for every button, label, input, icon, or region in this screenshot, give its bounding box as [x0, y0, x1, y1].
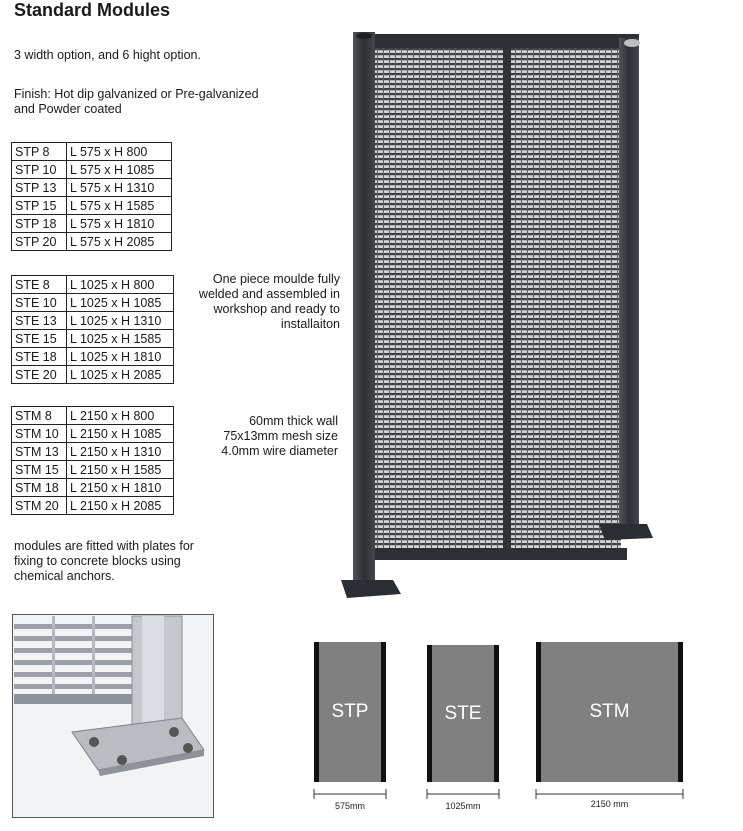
table-cell-code: STE 20 — [12, 366, 67, 384]
table-cell-code: STE 18 — [12, 348, 67, 366]
table-cell-code: STP 20 — [12, 233, 67, 251]
table-cell-code: STM 18 — [12, 479, 67, 497]
table-row — [12, 407, 174, 425]
module-ste — [427, 645, 499, 782]
table-cell-code: STP 18 — [12, 215, 67, 233]
table-cell-dim: L 575 x H 1810 — [67, 215, 172, 233]
intro-text: 3 width option, and 6 hight option. — [14, 48, 201, 62]
table-cell-code: STP 13 — [12, 179, 67, 197]
table-cell-code: STP 10 — [12, 161, 67, 179]
fitting-note-line: modules are fitted with plates for — [14, 539, 194, 553]
module-ste-width: 1025mm — [445, 801, 481, 811]
finish-text — [14, 87, 259, 117]
table-row — [12, 233, 172, 251]
table-cell-dim: L 1025 x H 1310 — [67, 312, 174, 330]
moulde-note — [180, 272, 340, 332]
table-cell-code: STE 15 — [12, 330, 67, 348]
table-cell-dim: L 575 x H 800 — [67, 143, 172, 161]
table-row — [12, 276, 174, 294]
finish-line-2: and Powder coated — [14, 102, 122, 116]
moulde-note-line: welded and assembled in — [198, 287, 340, 301]
moulde-note-line: installaiton — [280, 317, 340, 331]
table-cell-dim: L 2150 x H 1310 — [67, 443, 174, 461]
table-cell-dim: L 1025 x H 1085 — [67, 294, 174, 312]
table-cell-dim: L 1025 x H 800 — [67, 276, 174, 294]
page-title: Standard Modules — [14, 0, 171, 20]
finish-line-1: Finish: Hot dip galvanized or Pre-galvanized — [14, 87, 259, 101]
table-cell-code: STM 13 — [12, 443, 67, 461]
spec-note — [180, 414, 338, 459]
module-stp-label: STP — [331, 701, 369, 722]
table-row — [12, 197, 172, 215]
fence-panel-image — [335, 28, 655, 608]
table-row — [12, 479, 174, 497]
table-row — [12, 366, 174, 384]
table-cell-dim: L 575 x H 2085 — [67, 233, 172, 251]
module-stm-width: 2150 mm — [590, 799, 629, 809]
table-row — [12, 425, 174, 443]
table-cell-code: STE 10 — [12, 294, 67, 312]
moulde-note-line: One piece moulde fully — [212, 272, 340, 286]
module-stp-width: 575mm — [334, 801, 365, 811]
table-row — [12, 330, 174, 348]
table-cell-dim: L 2150 x H 1810 — [67, 479, 174, 497]
table-cell-dim: L 2150 x H 2085 — [67, 497, 174, 515]
fitting-note — [14, 539, 194, 584]
table-row — [12, 161, 172, 179]
stm-table — [11, 406, 174, 515]
table-cell-code: STM 10 — [12, 425, 67, 443]
spec-note-line: 4.0mm wire diameter — [221, 444, 338, 458]
ste-table — [11, 275, 174, 384]
table-cell-code: STM 15 — [12, 461, 67, 479]
table-cell-dim: L 2150 x H 800 — [67, 407, 174, 425]
base-plate-closeup-image — [12, 614, 214, 818]
table-cell-code: STE 13 — [12, 312, 67, 330]
table-cell-code: STE 8 — [12, 276, 67, 294]
stp-table — [11, 142, 172, 251]
table-cell-dim: L 2150 x H 1085 — [67, 425, 174, 443]
spec-note-line: 60mm thick wall — [249, 414, 338, 428]
table-row — [12, 179, 172, 197]
fitting-note-line: fixing to concrete blocks using — [14, 554, 181, 568]
table-cell-dim: L 575 x H 1310 — [67, 179, 172, 197]
table-cell-dim: L 575 x H 1085 — [67, 161, 172, 179]
module-stm — [536, 642, 683, 782]
table-row — [12, 497, 174, 515]
table-row — [12, 143, 172, 161]
table-cell-dim: L 1025 x H 1810 — [67, 348, 174, 366]
table-row — [12, 215, 172, 233]
table-cell-dim: L 2150 x H 1585 — [67, 461, 174, 479]
table-row — [12, 348, 174, 366]
table-cell-code: STP 15 — [12, 197, 67, 215]
table-cell-code: STM 20 — [12, 497, 67, 515]
table-row — [12, 294, 174, 312]
table-cell-code: STM 8 — [12, 407, 67, 425]
fitting-note-line: chemical anchors. — [14, 569, 115, 583]
module-stm-label: STM — [589, 701, 630, 722]
moulde-note-line: workshop and ready to — [213, 302, 340, 316]
table-cell-dim: L 575 x H 1585 — [67, 197, 172, 215]
table-row — [12, 443, 174, 461]
table-row — [12, 312, 174, 330]
module-stp — [314, 642, 386, 782]
table-cell-dim: L 1025 x H 1585 — [67, 330, 174, 348]
table-row — [12, 461, 174, 479]
module-ste-label: STE — [444, 702, 482, 724]
table-cell-code: STP 8 — [12, 143, 67, 161]
spec-note-line: 75x13mm mesh size — [223, 429, 338, 443]
table-cell-dim: L 1025 x H 2085 — [67, 366, 174, 384]
